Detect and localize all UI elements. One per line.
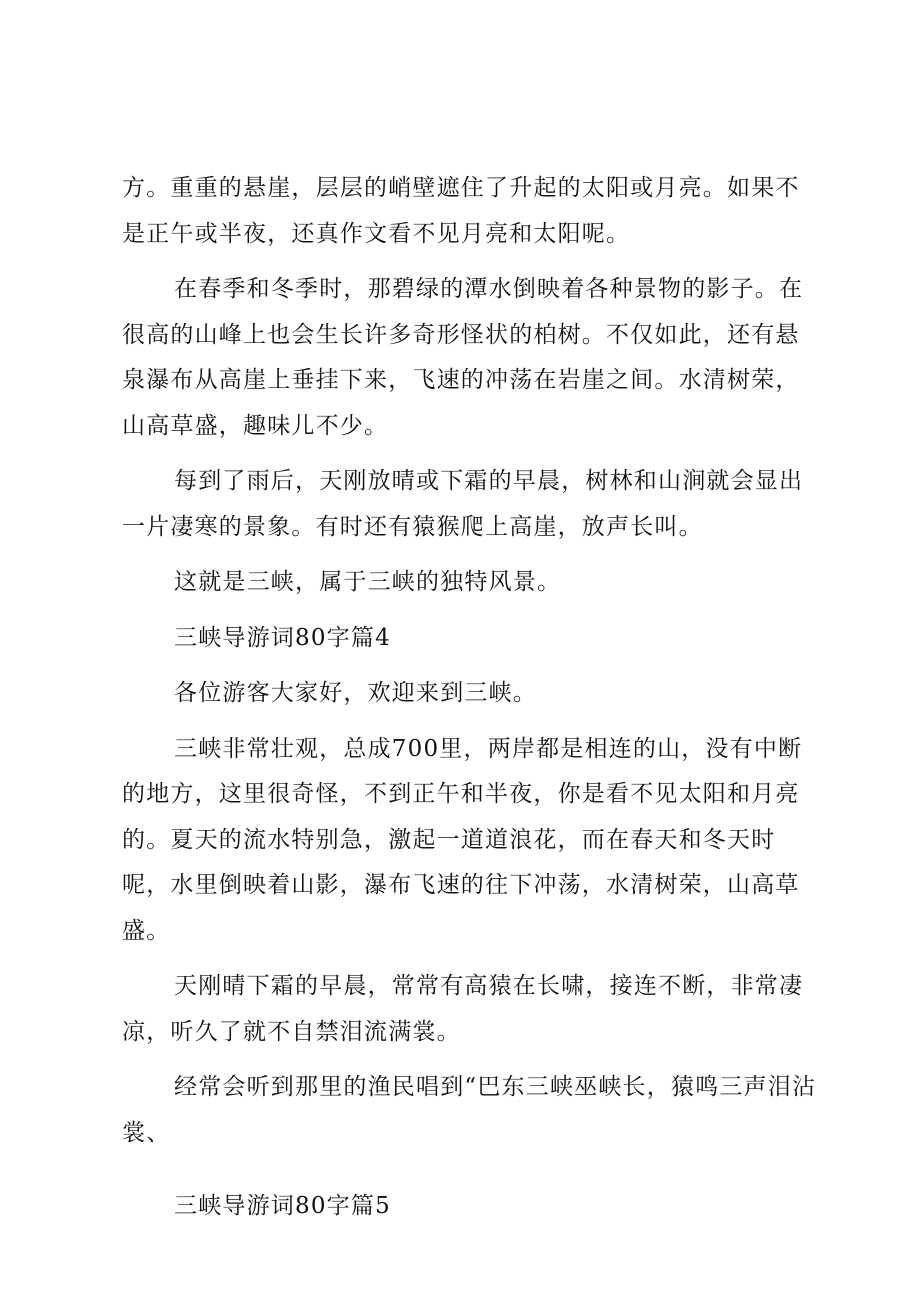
paragraph-welcome: 各位游客大家好，欢迎来到三峡。: [174, 680, 537, 706]
paragraph-gap: [122, 1166, 818, 1184]
paragraph-after-rain: 每到了雨后，天刚放晴或下霜的早晨，树林和山涧就会显出一片凄寒的景象。有时还有猿猴爬上高崖，放声长叫。: [122, 468, 804, 540]
document-body: [122, 166, 818, 1240]
paragraph-three-gorges-view: 三峡非常壮观，总成700里，两岸都是相连的山，没有中断的地方，这里很奇怪，不到正午和半夜，你是看不见太阳和月亮的。夏天的流水特别急，激起一道道浪花，而在春天和冬天时呢，水里倒映着山影，瀑布飞速的往下冲荡，水清树荣，山高草盛。: [122, 735, 803, 944]
paragraph-spring-winter: 在春季和冬季时，那碧绿的潭水倒映着各种景物的影子。在很高的山峰上也会生长许多奇形怪状的柏树。不仅如此，还有悬泉瀑布从高崖上垂挂下来，飞速的冲荡在岩崖之间。水清树荣，山高草盛，趣味儿不少。: [122, 276, 804, 439]
paragraph-conclusion: 这就是三峡，属于三峡的独特风景。: [174, 569, 562, 595]
paragraph-continuation: 方。重重的悬崖，层层的峭壁遮住了升起的太阳或月亮。如果不是正午或半夜，还真作文看不见月亮和太阳呢。: [122, 175, 800, 247]
section-heading-5: 三峡导游词80字篇5: [174, 1193, 391, 1219]
paragraph-fisherman-song: 经常会听到那里的渔民唱到“巴东三峡巫峡长，猿鸣三声泪沾裳、: [122, 1074, 817, 1146]
paragraph-frost-morning: 天刚晴下霜的早晨，常常有高猿在长啸，接连不断，非常凄凉，听久了就不自禁泪流满裳。: [122, 973, 804, 1045]
section-heading-4: 三峡导游词80字篇4: [174, 624, 391, 651]
